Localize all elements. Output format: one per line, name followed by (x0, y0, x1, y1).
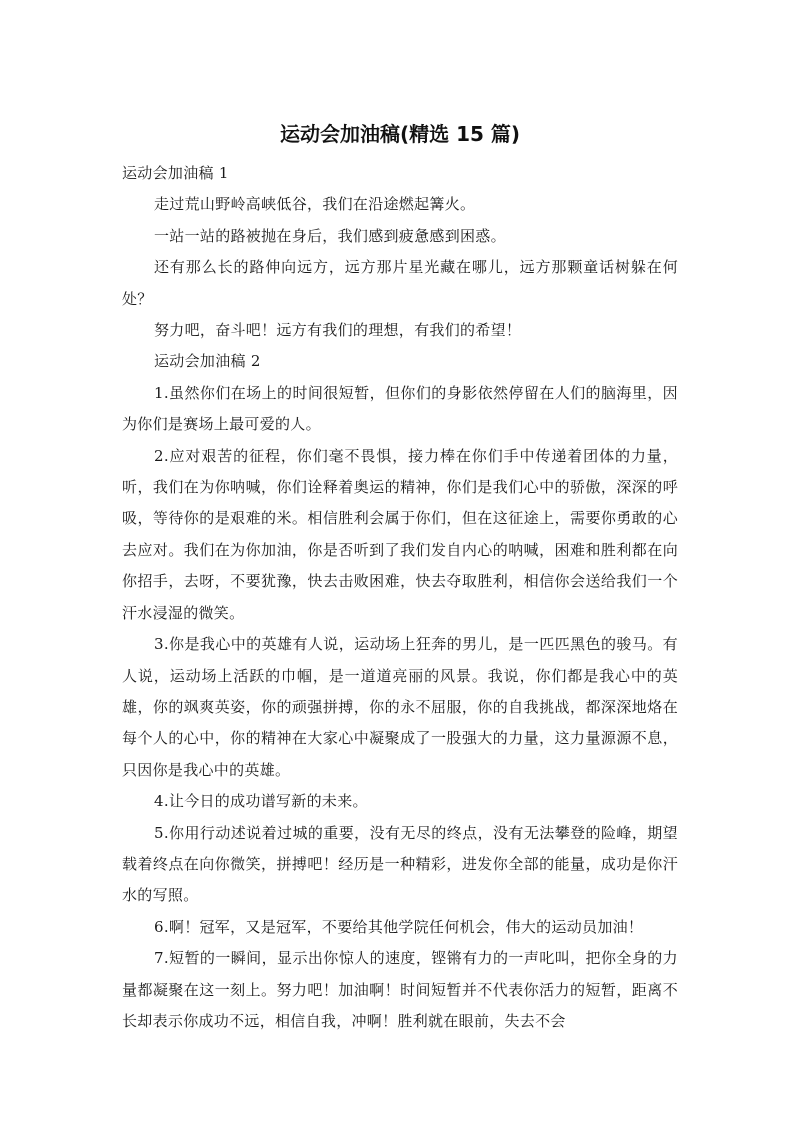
paragraph: 运动会加油稿 2 (154, 352, 261, 371)
paragraph: 5.你用行动述说着过城的重要，没有无尽的终点，没有无法攀登的险峰，期望载着终点在向你微笑，拼搏吧！经历是一种精彩，进发你全部的能量，成功是你汗水的写照。 (122, 823, 678, 905)
paragraph: 还有那么长的路伸向远方，远方那片星光藏在哪儿，远方那颗童话树躲在何处？ (122, 258, 678, 308)
paragraph: 6.啊！冠军，又是冠军，不要给其他学院任何机会，伟大的运动员加油！ (154, 917, 644, 936)
paragraph: 运动会加油稿 1 (122, 164, 229, 182)
paragraph: 7.短暂的一瞬间，显示出你惊人的速度，铿锵有力的一声叱叫，把你全身的力量都凝聚在这一刻上。努力吧！加油啊！时间短暂并不代表你活力的短暂，距离不长却表示你成功不远，相信自我，冲啊！胜利就在眼前，失去不会 (122, 949, 678, 1030)
document-body (122, 158, 678, 1037)
document-title: 运动会加油稿(精选 15 篇) (279, 122, 521, 146)
paragraph: 3.你是我心中的英雄有人说，运动场上狂奔的男儿，是一匹匹黑色的骏马。有人说，运动场上活跃的巾帼，是一道道亮丽的风景。我说，你们都是我心中的英雄，你的飒爽英姿，你的顽强拼搏，你的永不屈服，你的自我挑战，都深深地烙在每个人的心中，你的精神在大家心中凝聚成了一股强大的力量，这力量源源不息，只因你是我心中的英雄。 (122, 635, 678, 779)
paragraph: 努力吧，奋斗吧！远方有我们的理想，有我们的希望！ (154, 321, 522, 340)
paragraph: 4.让今日的成功谱写新的未来。 (154, 792, 368, 811)
paragraph: 2.应对艰苦的征程，你们毫不畏惧，接力棒在你们手中传递着团体的力量，听，我们在为你呐喊，你们诠释着奥运的精神，你们是我们心中的骄傲，深深的呼吸，等待你的是艰难的米。相信胜利会属于你们，但在这征途上，需要你勇敢的心去应对。我们在为你加油，你是否听到了我们发自内心的呐喊，困难和胜利都在向你招手，去呀，不要犹豫，快去击败困难，快去夺取胜利，相信你会送给我们一个汗水浸湿的微笑。 (122, 446, 678, 622)
paragraph: 一站一站的路被抛在身后，我们感到疲惫感到困惑。 (154, 226, 506, 245)
paragraph: 1.虽然你们在场上的时间很短暂，但你们的身影依然停留在人们的脑海里，因为你们是赛场上最可爱的人。 (122, 383, 678, 434)
paragraph: 走过荒山野岭高峡低谷，我们在沿途燃起篝火。 (154, 195, 476, 214)
